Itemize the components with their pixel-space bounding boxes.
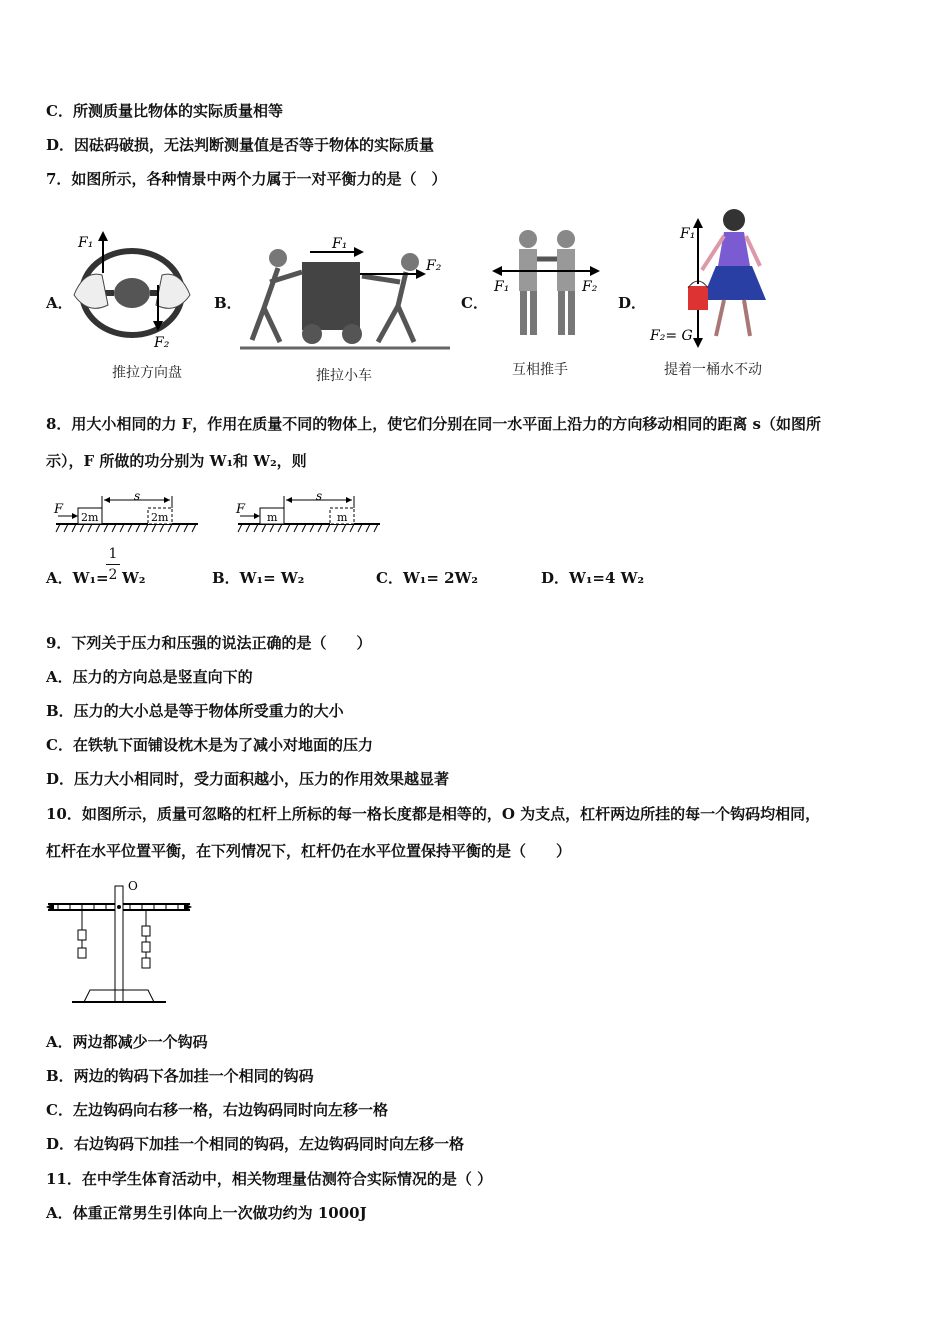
q8-fraction	[106, 545, 120, 584]
force-label-f2g: F₂= G	[650, 328, 693, 344]
force-label-f1: F₁	[78, 235, 94, 251]
q8-fraction-num: 1	[108, 546, 118, 562]
q8-option-a-prefix: A．W₁=	[46, 569, 109, 587]
q6-option-d: D．因砝码破损，无法判断测量值是否等于物体的实际质量	[46, 136, 435, 154]
q8-option-c: C．W₁= 2W₂	[376, 569, 478, 587]
q8-mass-label-moved: 2m	[151, 511, 169, 524]
force-label-f1: F₁	[332, 236, 348, 252]
q10-option-b: B．两边的钩码下各加挂一个相同的钩码	[46, 1067, 314, 1085]
caption-a: 推拉方向盘	[112, 365, 182, 381]
force-label-f1: F₁	[680, 226, 696, 242]
q7-label-a: A．	[46, 294, 73, 312]
q11-stem: 11．在中学生体育活动中，相关物理量估测符合实际情况的是（ ）	[46, 1170, 493, 1188]
q8-force-label: F	[236, 502, 246, 517]
q9-option-a: A．压力的方向总是竖直向下的	[46, 668, 253, 686]
q8-option-a-suffix: W₂	[122, 569, 146, 587]
q10-option-d: D．右边钩码下加挂一个相同的钩码，左边钩码同时向左移一格	[46, 1135, 465, 1153]
q8-figure-m	[234, 488, 384, 536]
q8-dist-label: s	[134, 489, 141, 503]
fraction-bar	[106, 564, 120, 565]
force-label-f1: F₁	[494, 279, 510, 295]
q9-stem: 9．下列关于压力和压强的说法正确的是（ ）	[46, 634, 372, 652]
caption-b: 推拉小车	[316, 368, 372, 384]
q8-dist-label: s	[316, 489, 323, 503]
q7-label-c: C．	[461, 294, 488, 312]
q10-option-c: C．左边钩码向右移一格，右边钩码同时向左移一格	[46, 1101, 388, 1119]
q8-mass-label-moved: m	[337, 511, 348, 524]
q9-option-c: C．在铁轨下面铺设枕木是为了减小对地面的压力	[46, 736, 373, 754]
q10-stem-line2: 杠杆在水平位置平衡，在下列情况下，杠杆仍在水平位置保持平衡的是（ ）	[46, 842, 572, 860]
q7-label-b: B．	[214, 294, 242, 312]
bucket-figure	[648, 206, 778, 356]
steering-wheel-figure	[70, 225, 200, 355]
force-label-f2: F₂	[154, 335, 170, 351]
push-hands-figure	[490, 225, 605, 350]
cart-figure	[240, 232, 450, 357]
q8-mass-label: m	[267, 511, 278, 524]
q7-stem: 7．如图所示，各种情景中两个力属于一对平衡力的是（ ）	[46, 170, 447, 188]
q6-option-c: C．所测质量比物体的实际质量相等	[46, 102, 283, 120]
lever-pivot-label: O	[128, 879, 138, 893]
lever-figure	[44, 878, 194, 1013]
q8-stem-line1: 8．用大小相同的力 F，作用在质量不同的物体上，使它们分别在同一水平面上沿力的方向移动相同的距离 s（如图所	[46, 415, 821, 433]
q8-stem-line2: 示），F 所做的功分别为 W₁和 W₂，则	[46, 452, 307, 470]
q8-force-label: F	[54, 502, 64, 517]
q7-label-d: D．	[618, 294, 647, 312]
q8-option-d: D．W₁=4 W₂	[541, 569, 645, 587]
force-label-f2: F₂	[582, 279, 598, 295]
q8-option-b: B．W₁= W₂	[212, 569, 305, 587]
q10-option-a: A．两边都减少一个钩码	[46, 1033, 208, 1051]
caption-d: 提着一桶水不动	[664, 362, 762, 378]
force-label-f2: F₂	[426, 258, 442, 274]
q9-option-d: D．压力大小相同时，受力面积越小，压力的作用效果越显著	[46, 770, 450, 788]
q10-stem-line1: 10．如图所示，质量可忽略的杠杆上所标的每一格长度都是相等的，O 为支点，杠杆两边所挂的每一个钩码均相同，	[46, 805, 821, 823]
q8-figure-2m	[52, 488, 202, 536]
q11-option-a: A．体重正常男生引体向上一次做功约为 1000J	[46, 1204, 367, 1222]
q8-fraction-den: 2	[108, 567, 118, 583]
q8-mass-label: 2m	[81, 511, 99, 524]
q9-option-b: B．压力的大小总是等于物体所受重力的大小	[46, 702, 344, 720]
caption-c: 互相推手	[512, 362, 568, 378]
q8-option-a	[46, 568, 109, 588]
